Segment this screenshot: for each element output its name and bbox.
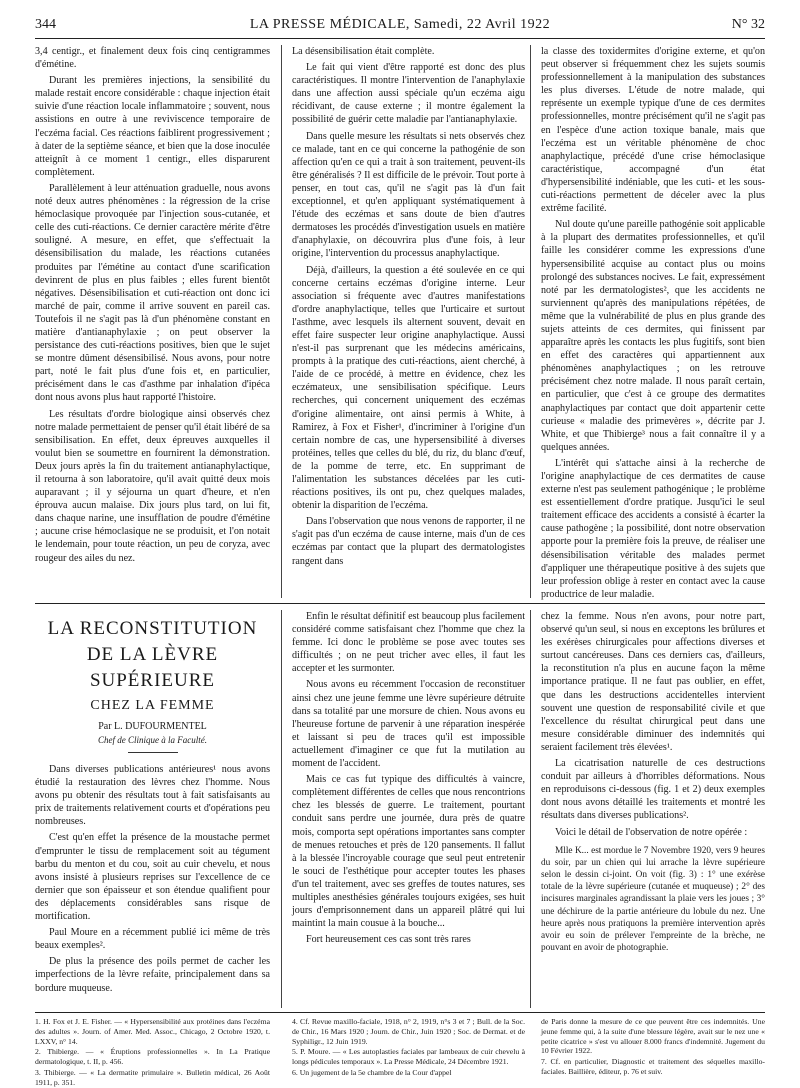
article-column-1-text [35, 763, 270, 995]
paragraph: Enfin le résultat définitif est beaucoup plus facilement considéré comme satisfaisant chez l'homme que chez la femme. Ici donc le problème se pose avec toutes ses difficultés ; on ne peut tricher avec elles, il faut les accepter et les surmonter. [292, 611, 525, 675]
paragraph: Voici le détail de l'observation de notre opérée : [555, 826, 748, 838]
footnote: 3. Thibierge. — « La dermatite primulaire ». Bulletin médical, 26 Août 1911, p. 351. [35, 1067, 270, 1087]
article-title-line-3: CHEZ LA FEMME [90, 698, 215, 713]
paragraph: 3,4 centigr., et finalement deux fois cinq centigrammes d'émétine. [35, 46, 270, 71]
paragraph: la classe des toxidermites d'origine externe, et qu'on peut observer si fréquemment chez les sujets soumis professionnellement à la manipulation des substances les plus diverses. L'étude de notre malade, qui représente un exemple typique d'une de ces dermites professionnelles, montre précisément qu'il ne s'agit pas en l'espèce d'une action toxique banale, mais que l'eczéma est un véritable phénomène de choc anaphylactique, précédé d'une crise hémoclasique caractéristique, accompagné d'un état d'hypersensibilité indéniable, que les cuti- et les sous-cuti-réactions permettent de déceler avec la plus extrême facilité. [541, 46, 765, 215]
journal-title: LA PRESSE MÉDICALE, Samedi, 22 Avril 1922 [249, 17, 551, 32]
paragraph: De plus la présence des poils permet de cacher les imperfections de la lèvre refaite, principalement dans sa bordure muqueuse. [35, 956, 270, 994]
page-header [35, 14, 765, 36]
top-column-3 [541, 45, 765, 598]
footnote: 1. H. Fox et J. E. Fisher. — « Hypersensibilité aux protéines dans l'eczéma des adultes ». Journ. of Amer. Med. Assoc., Chicago, 2 Octobre 1920, t. LXXV, n° 14. [35, 1017, 270, 1046]
observation-block [541, 845, 765, 955]
paragraph: Paul Moure en a récemment publié ici même de très beaux exemples². [35, 927, 270, 952]
footnote: 4. Cf. Revue maxillo-faciale, 1918, n° 2, 1919, n°s 3 et 7 ; Bull. de la Soc. de Chir., 16 Mars 1920 ; Journ. de Chir., Juin 1920 ; Soc. de Dermat. et de Syphiligr., 12 Juin 1919. [292, 1017, 525, 1046]
article-title-line-1: LA RECONSTITUTION [47, 618, 258, 639]
paragraph: Durant les premières injections, la sensibilité du malade restait encore considérable : chaque injection était suivie d'une réaction locale inflammatoire ; souvent, nous assistions en outre à une reviviscence temporaire de l'eczéma facial. Ces réactions faiblirent progressivement ; à dater de la septième séance, et bien que la dose inoculée atteignît à ce moment 1 centigr., elles disparurent complètement. [35, 75, 270, 178]
article-author-role: Chef de Clinique à la Faculté. [98, 735, 207, 745]
footnotes-column-3 [541, 1017, 765, 1079]
paragraph: C'est qu'en effet la présence de la moustache permet d'emprunter le tissu de remplacement soit au tégument barbu du menton et du cou, soit au cuir chevelu, et nous avons insisté à plusieurs reprises sur l'excellence de ce dernier que son épaisseur et son étendue qualifient pour des déplacements considérables sans risque de mortification. [35, 832, 270, 923]
footnote: 2. Thibierge. — « Éruptions professionnelles ». In La Pratique dermatologique, t. II, p. 456. [35, 1047, 270, 1067]
paragraph: Parallèlement à leur atténuation graduelle, nous avons noté deux autres phénomènes : la régression de la crise hémoclasique provoquée par l'injection sous-cutanée, et celle des cuti-réactions. Ce dernier caractère mérite d'être souligné. A mesure, en effet, que s'effectuait la désensibilisation du malade, les réactions cutanées produites par l'émétine au contact d'une scarification devinrent de plus en plus faibles ; elles furent bientôt négatives. Désensibilisation et cuti-réaction ont donc ici marché de pair, comme il arrive souvent en pareil cas. Toutefois il ne s'agit pas là d'un phénomène constant en matière d'antianaphylaxie ; on peut observer la persistance des cuti-réactions positives, bien que le sujet se montre dûment désensibilisé. Nous avons, pour notre part, noté le fait plus d'une fois et, en particulier, précisément dans le cas d'asthme par inhalation d'ipéca dont nous avons plus haut rapporté l'histoire. [35, 182, 270, 404]
article-title-block [35, 616, 270, 753]
article-column-3-text [541, 610, 765, 839]
article-column-2 [292, 610, 525, 1008]
paragraph: Nul doute qu'une pareille pathogénie soit applicable à la plupart des dermatites professionnelles, et qu'il faille les considérer comme les expressions d'une hypersensibilité acquise au contact plus ou moins prolongé des substances nocives. Le fait, expressément noté par les dermatologistes², que les accidents ne surviennent qu'après des manipulations répétées, de même que la vulnérabilité de plus en plus grande des sujets atteints de ces dermites, qui finissent par apparaître après les contacts les plus fugitifs, sont bien en effet des caractères qui appartiennent aux phénomènes anaphylactiques ; on les retrouve précisément chez notre malade. Il nous paraît certain, en particulier, que c'est à ce groupe des dermatites anaphylactiques par contact que doit appartenir cette curieuse « maladie des primevères », décrite par J. White, et que Thibierge³ nous a fait connaître il y a quelques années. [541, 219, 765, 453]
paragraph: Dans l'observation que nous venons de rapporter, il ne s'agit pas d'un eczéma de cause interne, mais d'un de ces eczémas par contact que la plupart des dermatologistes rangent dans [292, 516, 525, 567]
paragraph: Fort heureusement ces cas sont très rares [306, 934, 471, 946]
page-number: 344 [35, 17, 56, 32]
footnotes-column-2 [292, 1017, 525, 1079]
article-author: Par L. DUFOURMENTEL [98, 721, 207, 732]
column-divider [281, 45, 282, 598]
footnote: 6. Un jugement de la 5e chambre de la Cour d'appel [292, 1067, 452, 1077]
paragraph: Nous avons eu récemment l'occasion de reconstituer ainsi chez une jeune femme une lèvre supérieure détruite dans sa totalité par une morsure de chien. Nous avons eu l'heureuse fortune de parvenir à une réparation inespérée et laissant si peu de traces qu'il est impossible actuellement d'imaginer ce que fut la mutilation au moment de l'accident. [292, 679, 525, 770]
column-divider [530, 45, 531, 598]
paragraph: Mais ce cas fut typique des difficultés à vaincre, complètement différentes de celles que nous rencontrions chez les blessés de guerre. Le traitement, pourtant conduit sans perdre une journée, dura près de quatre mois, comporta sept opérations importantes sans compter de menues retouches et près de 120 pansements. Il fallut à la blessée l'incroyable courage que seul peut entretenir le souci de l'esthétique pour accepter toutes les phases d'un tel traitement, avec ses greffes de toutes natures, ses multiples anesthésies générales toujours exigées, ses huit jours d'emprisonnement dans un appareil plâtré qui lui maintint la main cousue à la bouche... [292, 774, 525, 930]
section-rule [35, 603, 765, 604]
article-column-3 [541, 610, 765, 1008]
paragraph: Dans diverses publications antérieures¹ nous avons étudié la restauration des lèvres chez l'homme. Nous avons pu obtenir des résultats tout à fait satisfaisants au prix de traitements relativement courts et d'opérations peu nombreuses. [35, 764, 270, 828]
header-rule [35, 38, 765, 39]
top-column-2 [292, 45, 525, 598]
article-column-1 [35, 610, 270, 1008]
title-rule [128, 752, 178, 753]
footnote: 7. Cf. en particulier, Diagnostic et traitement des séquelles maxillo-faciales. Baillière, éditeur, p. 76 et suiv. [541, 1057, 765, 1076]
issue-number: N° 32 [731, 17, 765, 32]
paragraph: L'intérêt qui s'attache ainsi à la recherche de l'origine anaphylactique de ces dermatites de cause externe n'est pas seulement pathogénique ; le problème est essentiellement d'ordre pratique. Jusqu'ici le seul traitement efficace des accidents a consisté à écarter la cause pathogène ; la possibilité, dont notre observation apporte pour la première fois la preuve, de réaliser une désensibilisation véritable des malades permet d'appliquer une thérapeutique positive à des sujets que leur profession oblige à rester en contact avec la cause productrice de leur maladie. [541, 457, 765, 600]
footnote: de Paris donne la mesure de ce que peuvent être ces indemnités. Une jeune femme qui, à la suite d'une blessure légère, avait sur le nez une « petite cicatrice » s'est vu allouer 8.000 francs d'indemnité. Jugement du 10 Février 1922. [541, 1017, 765, 1056]
footnotes-column-1 [35, 1017, 270, 1087]
top-column-1 [35, 45, 270, 598]
paragraph: La désensibilisation était complète. [292, 46, 435, 57]
paragraph: chez la femme. Nous n'en avons, pour notre part, observé qu'un seul, si nous en exceptons les brûlures et les exérèses chirurgicales pour affections diverses et surtout cancéreuses. Dans ces derniers cas, d'ailleurs, la reconstitution n'a plus en aucune façon la même importance pratique. Il ne faut pas oublier, en effet, que dans les destructions accidentelles intervient souvent une question de responsabilité civile et que l'excellence du résultat chirurgical peut dans une mesure considérable diminuer des indemnités qui seraient facilement très élevées¹. [541, 611, 765, 753]
paragraph: Le fait qui vient d'être rapporté est donc des plus caractéristiques. Il montre l'intervention de l'anaphylaxie dans une affection aussi spéciale qu'un eczéma aigu récidivant, de cause externe ; il montre également la possibilité de guérir cette maladie par l'antianaphylaxie. [292, 62, 525, 126]
paragraph: La cicatrisation naturelle de ces destructions conduit par ailleurs à d'horribles déformations. Nous en reproduisons ci-dessous (fig. 1 et 2) deux exemples dont nous avons détaillé les traitements et montré les résultats dans diverses publications². [541, 758, 765, 822]
paragraph: Dans quelle mesure les résultats si nets observés chez ce malade, tant en ce qui concerne la pathogénie de son affection qu'en ce qui a trait à son traitement, peuvent-ils être généralisés ? Il est difficile de le prévoir. Tout porte à penser, en tout cas, qu'il ne s'agit pas là d'un fait exceptionnel, et qu'en appliquant systématiquement à l'étude des eczémas et sans doute de bien d'autres dermatoses les procédés d'investigation usuels en matière d'anaphylaxie, on découvrira plus d'une fois, à leur origine, l'intervention du processus anaphylactique. [292, 130, 525, 260]
paragraph: Les résultats d'ordre biologique ainsi observés chez notre malade permettaient de penser qu'il était libéré de sa sensibilisation. En effet, deux épreuves auxquelles il voulut bien se soumettre en fournirent la démonstration. Deux jours après la fin du traitement antianaphylactique, il retourna à son laboratoire, qu'il avait quitté deux mois auparavant ; il y séjourna un quart d'heure, et n'en éprouva aucun malaise. Dix jours plus tard, on lui fit, dans chaque narine, une insufflation de poudre d'émétine ; aucune crise hémoclasique ne se produisit, et l'on notait le lendemain, pour toute réaction, un peu de coryza, avec rougeur des ailes du nez. [35, 408, 270, 564]
footnote-rule [35, 1012, 765, 1013]
paragraph: Déjà, d'ailleurs, la question a été soulevée en ce qui concerne certains eczémas d'origine interne. Leur association si fréquente avec d'autres manifestations d'ordre anaphylactique, telles que l'urticaire et surtout l'asthme, avec lesquels ils alternent souvent, devait en effet faire suspecter leur origine anaphylactique. Aussi n'est-il pas surprenant que les médecins américains, prompts à la pratique des cuti-réactions, aient cherché, à l'aide de ce procédé, à mettre en évidence, chez les eczémateux, une sensibilisation spécifique. Leurs recherches, qui concernent uniquement des eczémas d'origine alimentaire, ont ainsi permis à White, à Ramirez, à Fox et Fisher¹, d'incriminer à l'origine d'un certain nombre de cas, une hypersensibilité à diverses protéines, telles que celles du blé, du riz, du blanc d'œuf, de la pomme de terre, etc. En supprimant de l'alimentation les substances décelées par les cuti-réactions positives, ils ont pu, chez quelques malades, obtenir la disparition de l'eczéma. [292, 264, 525, 512]
footnote: 5. P. Moure. — « Les autoplasties faciales par lambeaux de cuir chevelu à longs pédicules temporaux ». La Presse Médicale, 24 Décembre 1921. [292, 1047, 525, 1067]
column-divider [530, 610, 531, 1008]
column-divider [281, 610, 282, 1008]
observation-paragraph: Mlle K... est mordue le 7 Novembre 1920, vers 9 heures du soir, par un chien qui lui arrache la lèvre supérieure selon le dessin ci-joint. On voit (fig. 3) : 1° une exérèse totale de la lèvre supérieure (cutanée et muqueuse) ; 2° des incisures marginales agrandissant la plaie vers les joues ; 3° une déchirure de la partie antérieure du lobule du nez. Une heure après nous pratiquons la première intervention après avoir eu soin de prélever l'empreinte de la brèche, ne pouvant en avoir de photographie. [541, 845, 765, 954]
article-title-line-2: DE LA LÈVRE SUPÉRIEURE [86, 644, 219, 691]
